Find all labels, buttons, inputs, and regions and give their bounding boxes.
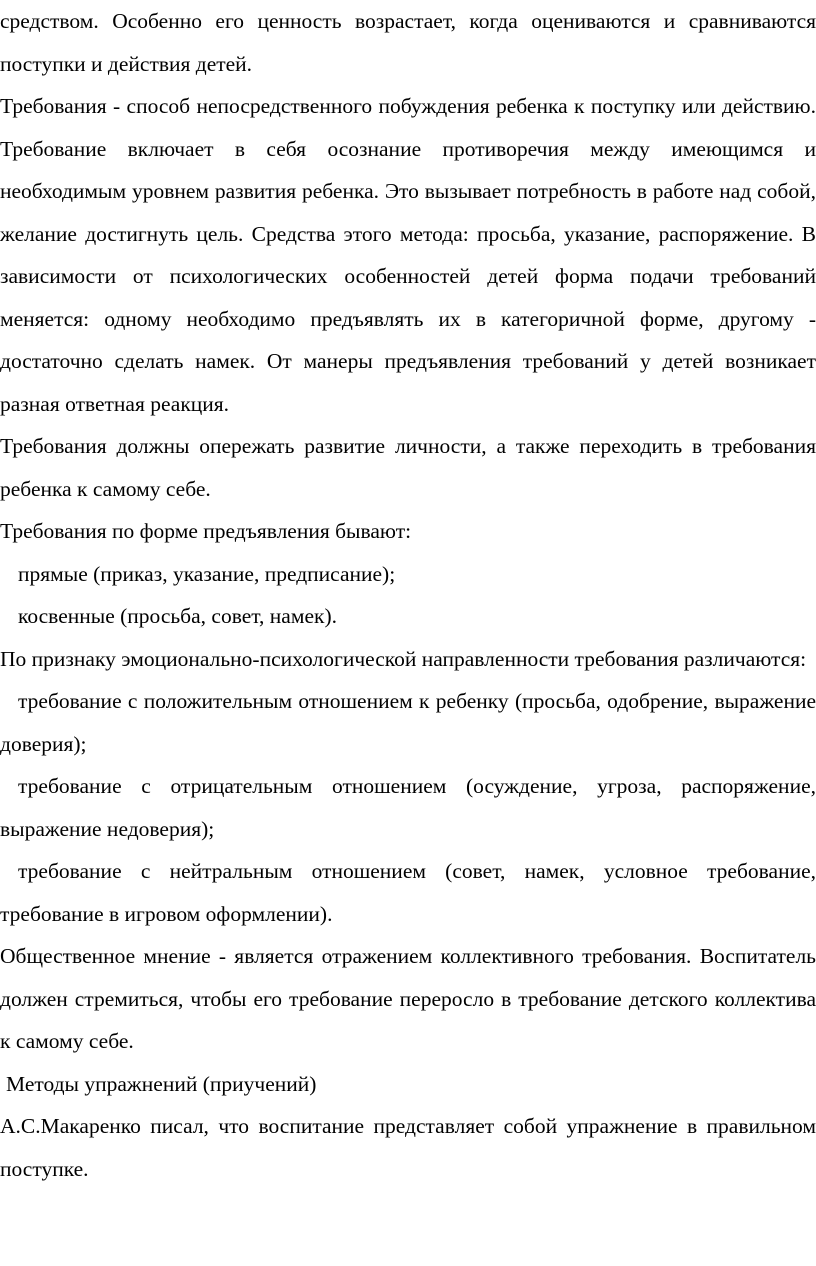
list-item-direct: прямые (приказ, указание, предписание); — [18, 561, 396, 586]
list-item-indirect: косвенные (просьба, совет, намек). — [18, 604, 337, 628]
list-item-positive — [0, 680, 816, 765]
section-heading-exercises: Методы упражнений (приучений) — [6, 1071, 317, 1096]
paragraph-requirements-definition: Требования - способ непосредственного побуждения ребенка к поступку или действию. Требование включает в себя осознание противоречия между имеющимся и необходимым уровнем развития ребенка. Это вызывает потребность в работе над собой, желание достигнуть цель. Средства этого метода: просьба, указание, распоряжение. В зависимости от психологических особенностей детей форма подачи требований меняется: одному необходимо предъявлять их в категоричной форме, другому - достаточно сделать намек. От манеры предъявления требований у детей возникает разная ответная реакция. — [0, 94, 816, 416]
paragraph-continuation: средством. Особенно его ценность возрастает, когда оцениваются и сравниваются поступки и действия детей. — [0, 9, 816, 76]
paragraph-requirements-forms-intro: Требования по форме предъявления бывают: — [0, 519, 412, 543]
paragraph-public-opinion: Общественное мнение - является отражением коллективного требования. Воспитатель должен стремиться, чтобы его требование переросло в требование детского коллектива к самому себе. — [0, 944, 816, 1053]
list-item-positive-text: требование с положительным отношением к ребенку (просьба, одобрение, выражение доверия); — [0, 689, 816, 756]
paragraph-emotional-direction: По признаку эмоционально-психологической направленности требования различаются: — [0, 646, 807, 671]
list-item-neutral-text: требование с нейтральным отношением (совет, намек, условное требование, требование в игровом оформлении). — [0, 859, 816, 926]
paragraph-makarenko: А.С.Макаренко писал, что воспитание представляет собой упражнение в правильном поступке. — [0, 1114, 816, 1181]
list-item-neutral — [0, 850, 816, 935]
list-item-negative — [0, 765, 816, 850]
list-item-negative-text: требование с отрицательным отношением (осуждение, угроза, распоряжение, выражение недоверия); — [0, 774, 816, 841]
paragraph-requirements-development: Требования должны опережать развитие личности, а также переходить в требования ребенка к самому себе. — [0, 434, 816, 501]
